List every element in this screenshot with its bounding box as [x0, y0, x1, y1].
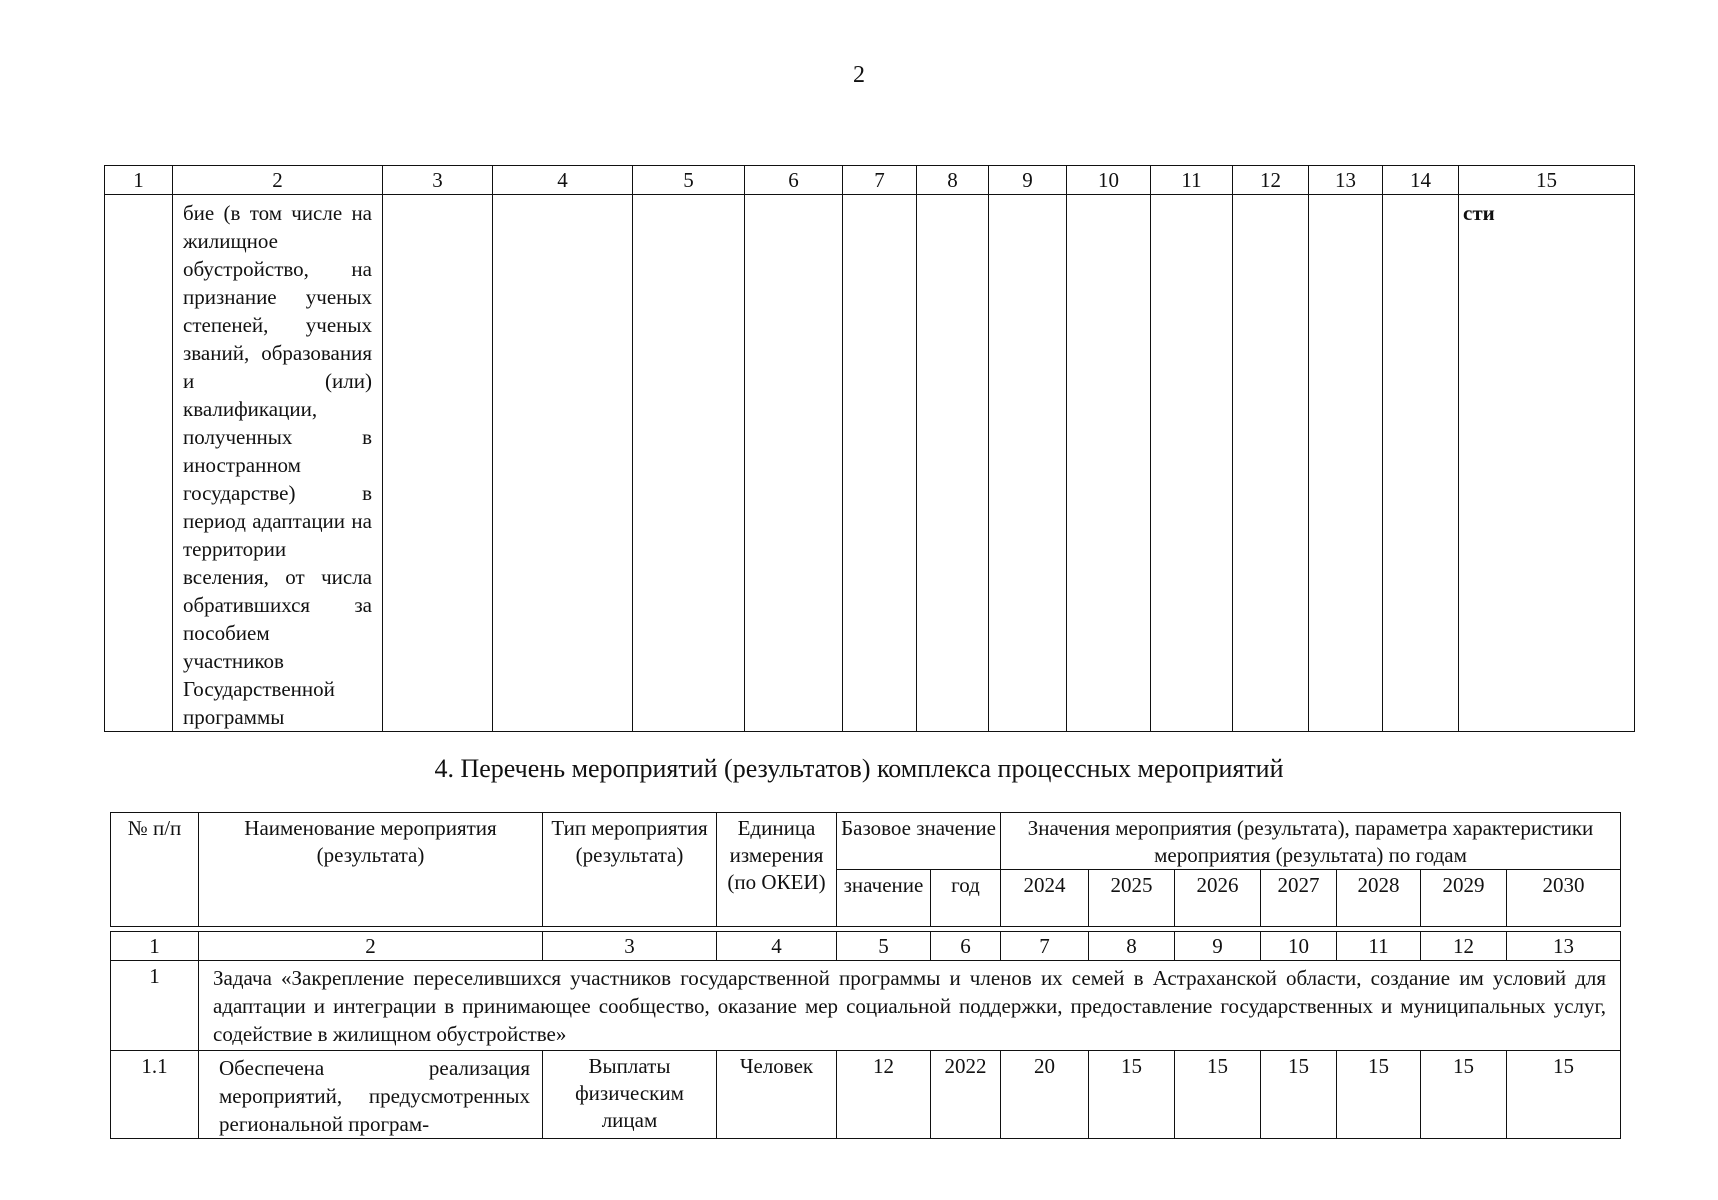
column-number: 14: [1383, 166, 1459, 195]
task-text: Задача «Закрепление переселившихся участников государственной программы и членов их семей в Астраханской области, создание им условий для адаптации и интеграции в принимающее сообщество, оказание мер социальной поддержки, предоставление государственных и муниципальных услуг, содействие в жилищном обустройстве»: [199, 961, 1621, 1051]
row-type: Выплаты физическим лицам: [543, 1051, 717, 1139]
header-base-year: год: [931, 870, 1001, 927]
column-number: 15: [1459, 166, 1635, 195]
column-number: 7: [1001, 932, 1089, 961]
column-number: 11: [1337, 932, 1421, 961]
activities-table: [110, 812, 1621, 1139]
empty-cell: [1067, 195, 1151, 732]
empty-cell: [383, 195, 493, 732]
column-number: 12: [1233, 166, 1309, 195]
empty-cell: [105, 195, 173, 732]
header-name: Наименование мероприятия (результата): [199, 813, 543, 927]
row-value-2026: 15: [1175, 1051, 1261, 1139]
column-number: 13: [1507, 932, 1621, 961]
column-number: 8: [1089, 932, 1175, 961]
indicator-description: бие (в том числе на жилищное обустройство, на признание ученых степеней, ученых званий, образования и (или) квалификации, полученных в иностранном государстве) в период адаптации на территории вселения, от числа обратившихся за пособием участников Государственной программы: [173, 195, 383, 732]
column-number: 12: [1421, 932, 1507, 961]
header-year: 2030: [1507, 870, 1621, 927]
empty-cell: [633, 195, 745, 732]
header-year: 2027: [1261, 870, 1337, 927]
column-number: 6: [745, 166, 843, 195]
column-number: 4: [493, 166, 633, 195]
page-number: 2: [853, 62, 865, 88]
header-year: 2024: [1001, 870, 1089, 927]
header-num: № п/п: [111, 813, 199, 927]
row-name: Обеспечена реализация мероприятий, предусмотренных региональной програм-: [199, 1051, 543, 1139]
column-number: 5: [633, 166, 745, 195]
empty-cell: [493, 195, 633, 732]
row-value-2027: 15: [1261, 1051, 1337, 1139]
continuation-table: [104, 165, 1635, 732]
row-value-2029: 15: [1421, 1051, 1507, 1139]
empty-cell: [843, 195, 917, 732]
row-value-2030: 15: [1507, 1051, 1621, 1139]
column-number: 4: [717, 932, 837, 961]
section-title: 4. Перечень мероприятий (результатов) комплекса процессных мероприятий: [434, 754, 1284, 783]
empty-cell: [917, 195, 989, 732]
column-number: 9: [1175, 932, 1261, 961]
row-value-2025: 15: [1089, 1051, 1175, 1139]
row-num: 1.1: [111, 1051, 199, 1139]
header-unit: Единица измерения (по ОКЕИ): [717, 813, 837, 927]
column-number: 1: [111, 932, 199, 961]
header-type: Тип мероприятия (результата): [543, 813, 717, 927]
column-number: 2: [199, 932, 543, 961]
row-value-2028: 15: [1337, 1051, 1421, 1139]
column-number: 10: [1261, 932, 1337, 961]
column-number: 1: [105, 166, 173, 195]
column-number: 3: [383, 166, 493, 195]
task-row: [111, 961, 1621, 1051]
table-row: [111, 1051, 1621, 1139]
row-unit: Человек: [717, 1051, 837, 1139]
column-number: 3: [543, 932, 717, 961]
header-base-value: значение: [837, 870, 931, 927]
table-row: [105, 195, 1635, 732]
header-year: 2029: [1421, 870, 1507, 927]
column-number-row: [105, 166, 1635, 195]
header-year: 2026: [1175, 870, 1261, 927]
column-number: 8: [917, 166, 989, 195]
column-number: 11: [1151, 166, 1233, 195]
column-number-row: [111, 932, 1621, 961]
row-base-value: 12: [837, 1051, 931, 1139]
empty-cell: [989, 195, 1067, 732]
empty-cell: [745, 195, 843, 732]
header-year: 2025: [1089, 870, 1175, 927]
header-base: Базовое значение: [837, 813, 1001, 870]
empty-cell: [1233, 195, 1309, 732]
column-number: 10: [1067, 166, 1151, 195]
row-value-2024: 20: [1001, 1051, 1089, 1139]
column-15-text: сти: [1459, 195, 1635, 732]
column-number: 7: [843, 166, 917, 195]
empty-cell: [1383, 195, 1459, 732]
header-year: 2028: [1337, 870, 1421, 927]
header-row: [111, 813, 1621, 870]
empty-cell: [1151, 195, 1233, 732]
column-number: 2: [173, 166, 383, 195]
column-number: 5: [837, 932, 931, 961]
task-num: 1: [111, 961, 199, 1051]
empty-cell: [1309, 195, 1383, 732]
column-number: 6: [931, 932, 1001, 961]
column-number: 9: [989, 166, 1067, 195]
header-values: Значения мероприятия (результата), параметра характеристики мероприятия (результата) по годам: [1001, 813, 1621, 870]
row-base-year: 2022: [931, 1051, 1001, 1139]
column-number: 13: [1309, 166, 1383, 195]
